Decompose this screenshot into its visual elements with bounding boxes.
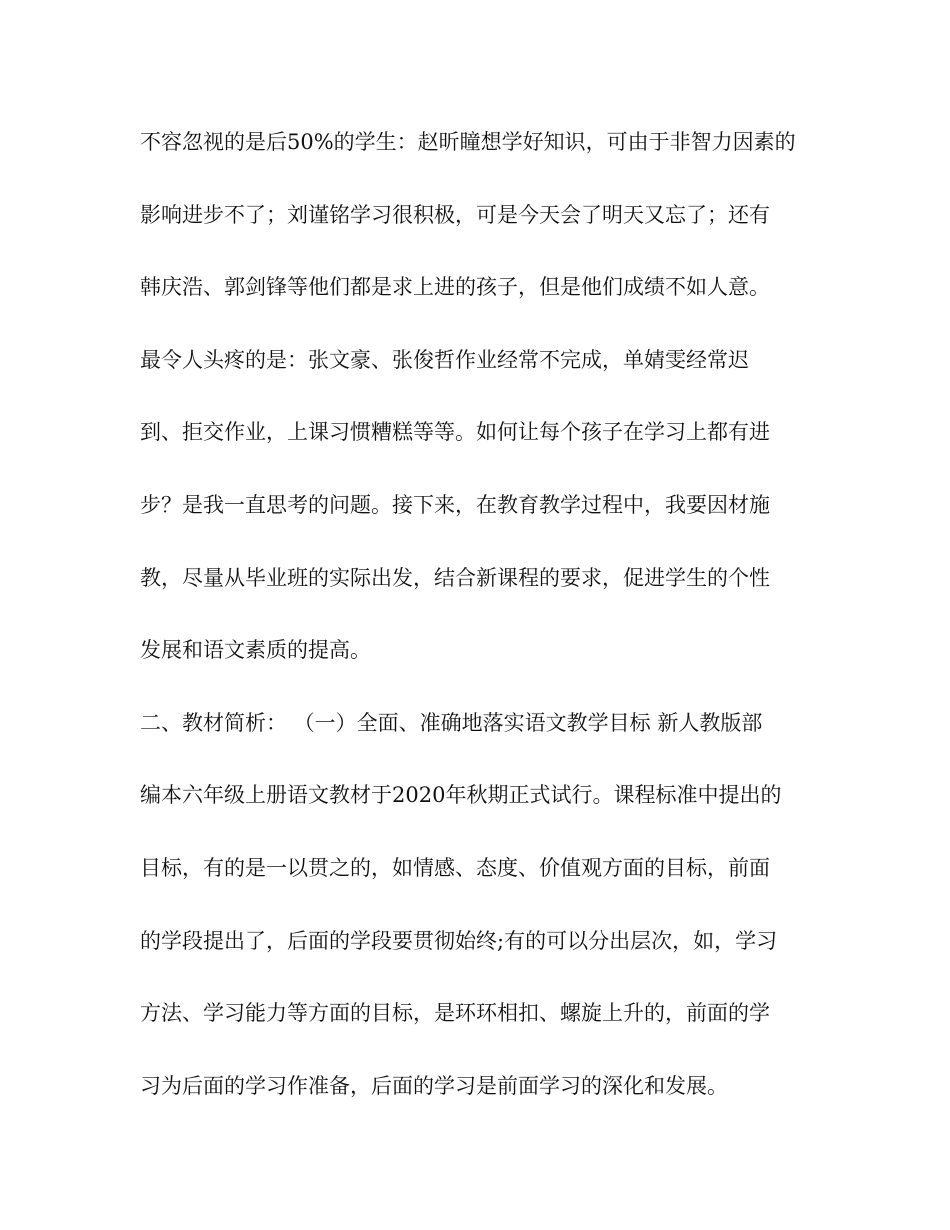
text-line: 发展和语文素质的提高。 (140, 638, 371, 663)
text-line: 到、拒交作业，上课习惯糟糕等等。如何让每个孩子在学习上都有进 (140, 420, 770, 445)
text-line: 习为后面的学习作准备，后面的学习是前面学习的深化和发展。 (140, 1073, 728, 1098)
text-line: 编本六年级上册语文教材于2020年秋期正式试行。课程标准中提出的 (140, 783, 782, 808)
text-line: 教，尽量从毕业班的实际出发，结合新课程的要求，促进学生的个性 (140, 565, 770, 590)
section-heading-line: 二、教材简析： （一）全面、准确地落实语文教学目标 新人教版部 (140, 710, 763, 735)
text-line: 目标，有的是一以贯之的，如情感、态度、价值观方面的目标，前面 (140, 855, 770, 880)
text-line: 的学段提出了，后面的学段要贯彻始终;有的可以分出层次，如，学习 (140, 928, 778, 953)
document-body (140, 120, 820, 1136)
text-line: 步？是我一直思考的问题。接下来，在教育教学过程中，我要因材施 (140, 492, 770, 517)
text-line: 方法、学习能力等方面的目标，是环环相扣、螺旋上升的，前面的学 (140, 1001, 770, 1026)
text-line: 最令人头疼的是：张文豪、张俊哲作业经常不完成，单婧雯经常迟 (140, 347, 749, 372)
text-line: 不容忽视的是后50%的学生：赵昕瞳想学好知识，可由于非智力因素的 (140, 130, 796, 154)
text-line: 韩庆浩、郭剑锋等他们都是求上进的孩子，但是他们成绩不如人意。 (140, 275, 770, 300)
text-line: 影响进步不了；刘谨铭学习很积极，可是今天会了明天又忘了；还有 (140, 202, 770, 227)
